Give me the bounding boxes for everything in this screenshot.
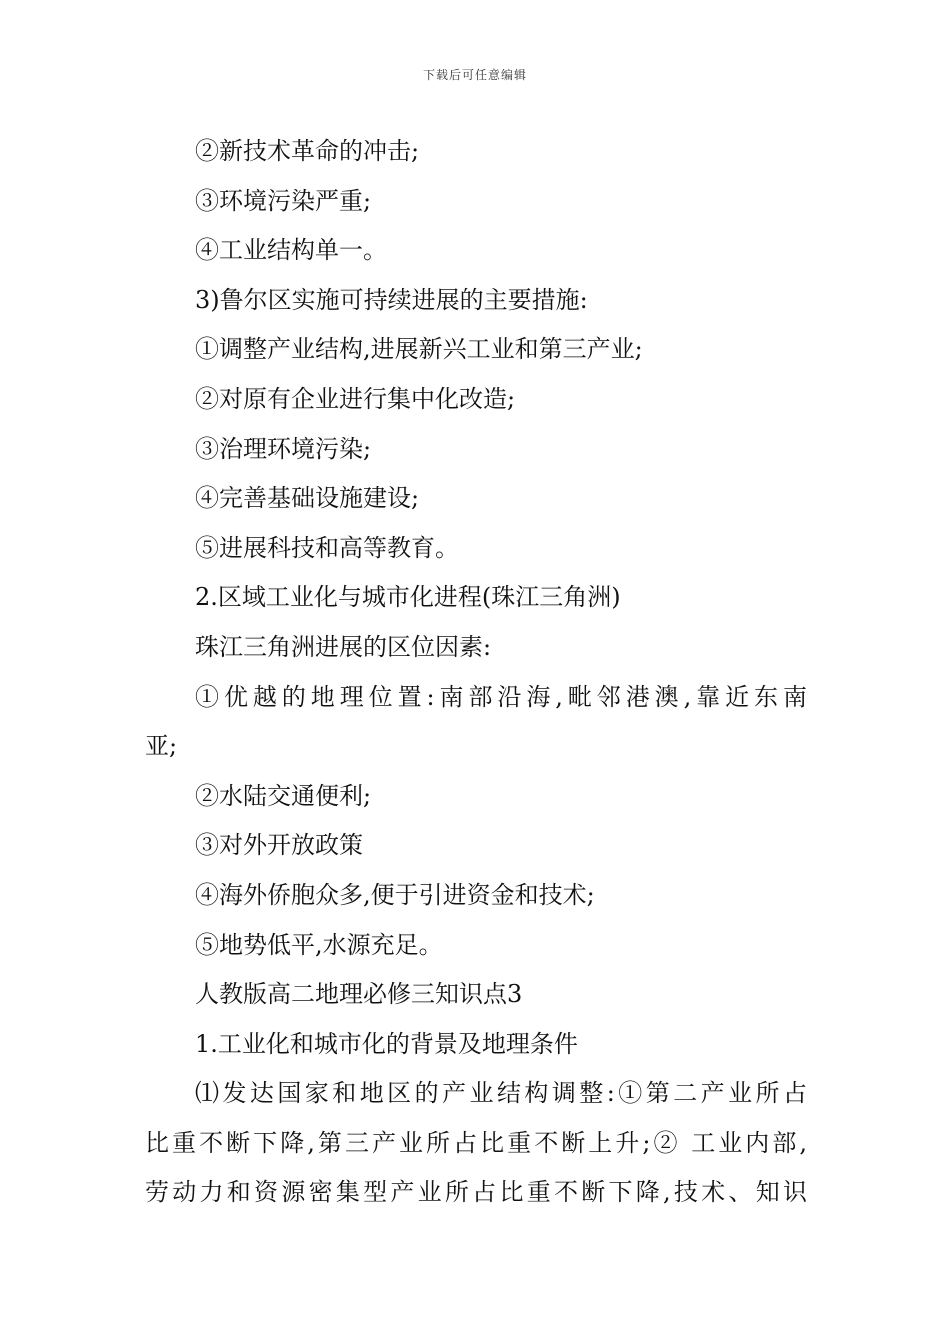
section-heading: 2.区域工业化与城市化进程(珠江三角洲) bbox=[195, 583, 621, 612]
text-line: ④完善基础设施建设; bbox=[195, 484, 420, 513]
text-line-continuation: 劳动力和资源密集型产业所占比重不断下降,技术、知识 bbox=[145, 1178, 807, 1207]
text-line: ①优越的地理位置:南部沿海,毗邻港澳,靠近东南 bbox=[195, 682, 807, 711]
section-title: 人教版高二地理必修三知识点3 bbox=[195, 980, 523, 1009]
text-line: ③治理环境污染; bbox=[195, 434, 372, 463]
text-line: 3)鲁尔区实施可持续进展的主要措施: bbox=[195, 285, 588, 314]
text-line: ②水陆交通便利; bbox=[195, 781, 372, 810]
text-line: ②新技术革命的冲击; bbox=[195, 137, 420, 165]
page-header-note: 下载后可任意编辑 bbox=[422, 68, 527, 82]
section-heading: 1.工业化和城市化的背景及地理条件 bbox=[195, 1029, 578, 1058]
text-line: ④海外侨胞众多,便于引进资金和技术; bbox=[195, 880, 595, 909]
text-line: ③对外开放政策 bbox=[195, 831, 363, 860]
text-line: ⑤地势低平,水源充足。 bbox=[195, 930, 443, 959]
text-line: ④工业结构单一。 bbox=[195, 236, 387, 265]
text-line-continuation: 亚; bbox=[145, 732, 178, 761]
text-line: ⑤进展科技和高等教育。 bbox=[195, 533, 459, 562]
text-line: 珠江三角洲进展的区位因素: bbox=[195, 632, 492, 661]
text-line: ⑴发达国家和地区的产业结构调整:①第二产业所占 bbox=[195, 1079, 807, 1108]
document-body bbox=[145, 127, 807, 1218]
text-line-continuation: 比重不断下降,第三产业所占比重不断上升;② 工业内部, bbox=[145, 1128, 807, 1157]
text-line: ①调整产业结构,进展新兴工业和第三产业; bbox=[195, 335, 643, 364]
text-line: ②对原有企业进行集中化改造; bbox=[195, 384, 516, 413]
text-line: ③环境污染严重; bbox=[195, 186, 372, 215]
